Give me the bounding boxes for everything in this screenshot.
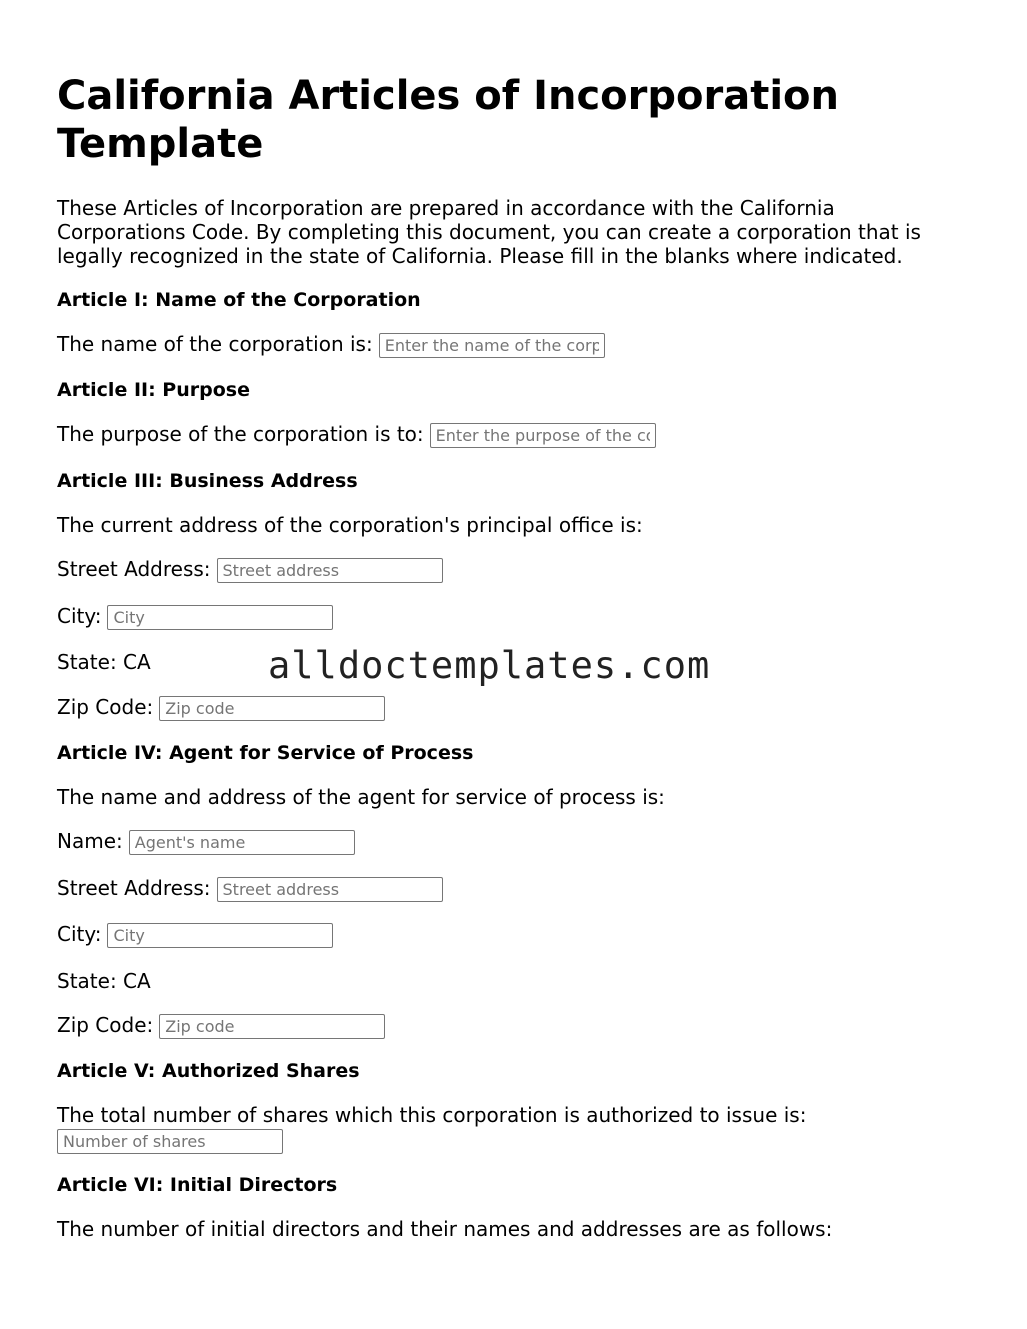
agent-zip-row [57,1013,385,1039]
agent-zip-label: Zip Code: [57,1013,154,1037]
agent-state-text: State: CA [57,969,151,993]
agent-zip-input[interactable] [159,1014,385,1039]
agent-name-row [57,829,355,855]
business-city-label: City: [57,604,102,628]
article-4-heading: Article IV: Agent for Service of Process [57,742,474,764]
business-zip-input[interactable] [159,696,385,721]
article-5-heading: Article V: Authorized Shares [57,1060,360,1082]
directors-text: The number of initial directors and their names and addresses are as follows: [57,1217,833,1241]
purpose-row [57,422,656,448]
article-2-heading: Article II: Purpose [57,379,250,401]
principal-office-text: The current address of the corporation's principal office is: [57,513,643,537]
page-title: California Articles of Incorporation Template [57,73,839,167]
agent-street-row [57,876,443,902]
article-1-heading: Article I: Name of the Corporation [57,289,421,311]
business-street-row [57,557,443,583]
business-street-input[interactable] [217,558,443,583]
purpose-input[interactable] [430,423,656,448]
shares-input[interactable] [57,1129,283,1154]
agent-name-label: Name: [57,829,123,853]
agent-text: The name and address of the agent for service of process is: [57,785,665,809]
shares-text: The total number of shares which this corporation is authorized to issue is: [57,1103,807,1127]
business-zip-label: Zip Code: [57,695,154,719]
watermark-text: alldoctemplates.com [268,644,711,687]
agent-city-row [57,922,333,948]
article-3-heading: Article III: Business Address [57,470,358,492]
article-6-heading: Article VI: Initial Directors [57,1174,338,1196]
shares-row [57,1128,283,1154]
corporation-name-row [57,332,605,358]
purpose-label: The purpose of the corporation is to: [57,422,424,446]
agent-name-input[interactable] [129,830,355,855]
business-street-label: Street Address: [57,557,211,581]
business-city-row [57,604,333,630]
agent-city-input[interactable] [107,923,333,948]
corporation-name-label: The name of the corporation is: [57,332,373,356]
intro-paragraph: These Articles of Incorporation are prepared in accordance with the California Corporations Code. By completing this document, you can create a corporation that is legally recognized in the state of California. Please fill in the blanks where indicated. [57,196,921,268]
agent-street-input[interactable] [217,877,443,902]
agent-city-label: City: [57,922,102,946]
business-city-input[interactable] [107,605,333,630]
corporation-name-input[interactable] [379,333,605,358]
business-state-text: State: CA [57,650,151,674]
agent-street-label: Street Address: [57,876,211,900]
business-zip-row [57,695,385,721]
